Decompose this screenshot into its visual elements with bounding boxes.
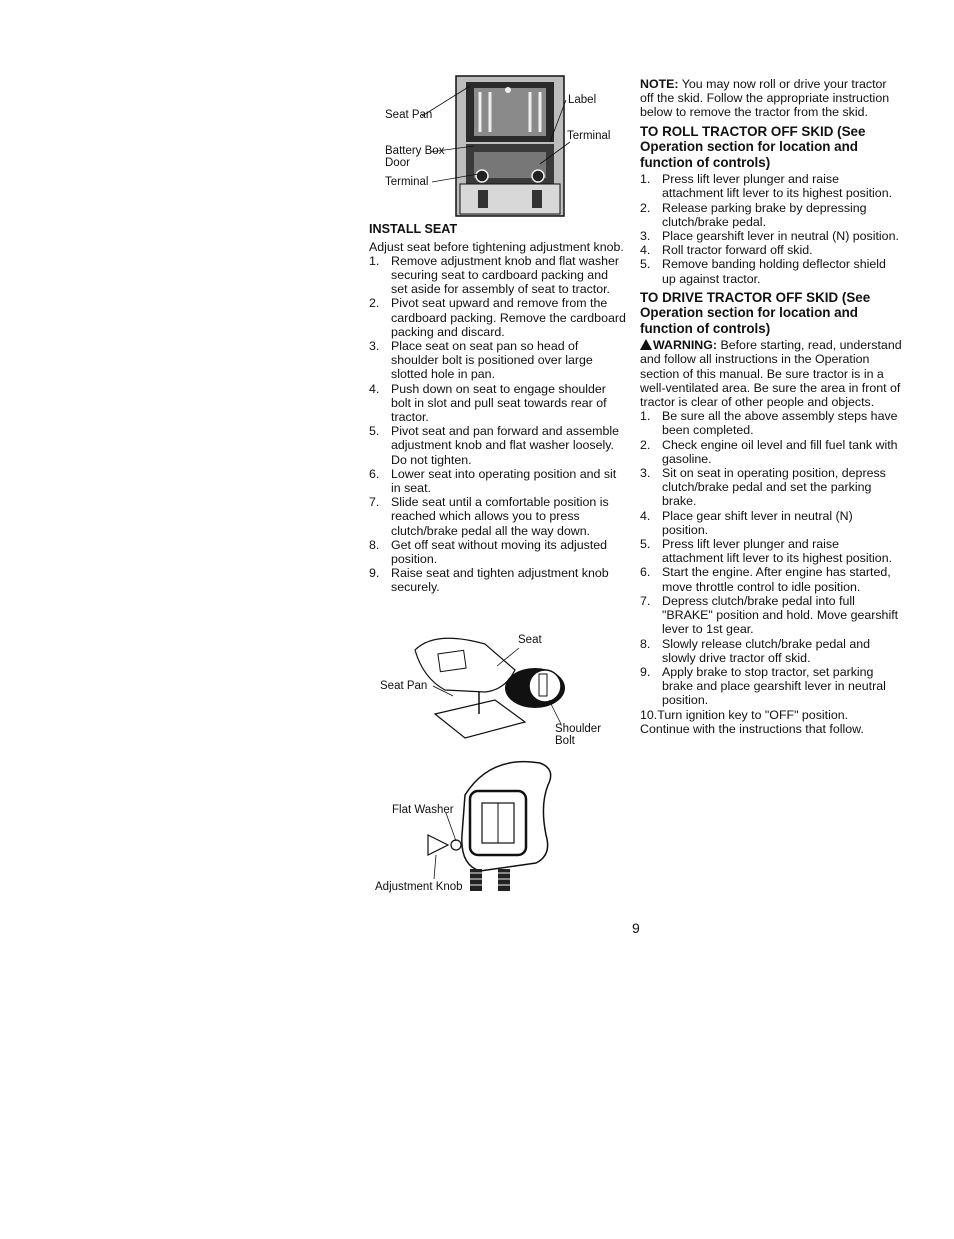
install-seat-heading: INSTALL SEAT [369, 222, 458, 236]
drive-step: 7. Depress clutch/brake pedal into full "BRAKE" position and hold. Move gearshift lever to 1st gear. [640, 593, 899, 637]
battery-box-figure [370, 72, 620, 222]
terminal-left-label: Terminal [385, 176, 429, 188]
drive-step: 5. Press lift lever plunger and raise attachment lift lever to its highest position. [640, 537, 893, 566]
drive-off-heading: TO DRIVE TRACTOR OFF SKID (See Operation section for location and function of controls) [640, 289, 871, 336]
roll-step: 3. Place gearshift lever in neutral (N) position. [640, 228, 899, 243]
install-step: 3. Place seat on seat pan so head of shoulder bolt is positioned over large slotted hole in pan. [369, 338, 593, 382]
roll-off-heading: TO ROLL TRACTOR OFF SKID (See Operation section for location and function of controls) [640, 123, 866, 170]
page-number: 9 [632, 920, 640, 936]
drive-step: 1. Be sure all the above assembly steps have been completed. [640, 409, 898, 438]
roll-step: 2. Release parking brake by depressing clutch/brake pedal. [640, 200, 867, 229]
seat-pan-label-2: Seat Pan [380, 680, 428, 692]
adjustment-knob-label: Adjustment Knob [375, 881, 463, 893]
bolt-label: Bolt [555, 735, 575, 747]
drive-step: 6. Start the engine. After engine has started, move throttle control to idle position. [640, 565, 891, 594]
install-step: 5. Pivot seat and pan forward and assemble adjustment knob and flat washer loosely. Do not tighten. [369, 424, 619, 467]
warning-paragraph: WARNING: Before starting, read, understand and follow all instructions in the Operation section of this manual. Be sure tractor is in a well-ventilated area. Be sure the area in front of tractor is clear of other people and objects. [640, 338, 902, 410]
roll-step: 5. Remove banding holding deflector shield up against tractor. [640, 257, 886, 286]
roll-off-steps [640, 172, 902, 286]
install-seat-intro: Adjust seat before tightening adjustment knob. [369, 239, 624, 254]
shoulder-label: Shoulder [555, 723, 602, 735]
drive-step: 8. Slowly release clutch/brake pedal and slowly drive tractor off skid. [640, 636, 871, 665]
label-label: Label [568, 94, 597, 106]
seat-label: Seat [518, 634, 542, 646]
roll-step: 4. Roll tractor forward off skid. [640, 243, 813, 258]
roll-step: 1. Press lift lever plunger and raise attachment lift lever to its highest position. [640, 172, 893, 201]
terminal-right-label: Terminal [567, 130, 611, 142]
install-step: 4. Push down on seat to engage shoulder bolt in slot and pull seat towards rear of tractor. [369, 381, 607, 424]
battery-box-door-label-line2: Door [385, 157, 410, 169]
note-paragraph: NOTE: You may now roll or drive your tractor off the skid. Follow the appropriate instruction below to remove the tractor from the skid. [640, 77, 890, 120]
skid-removal-section [640, 77, 902, 736]
drive-step: 4. Place gear shift lever in neutral (N) position. [640, 508, 853, 537]
drive-step: 2. Check engine oil level and fill fuel tank with gasoline. [640, 437, 898, 466]
closing-text: Continue with the instructions that follow. [640, 721, 864, 736]
battery-box-door-label-line1: Battery Box [385, 145, 445, 157]
install-step: 2. Pivot seat upward and remove from the cardboard packing. Remove the cardboard packing and discard. [369, 296, 626, 339]
seat-pan-figure [375, 630, 615, 750]
warning-icon [640, 339, 652, 350]
install-step: 9. Raise seat and tighten adjustment knob securely. [369, 566, 609, 595]
install-seat-steps [369, 254, 627, 595]
install-step: 8. Get off seat without moving its adjusted position. [369, 537, 608, 566]
install-seat-section [369, 222, 627, 595]
adjustment-knob-figure [370, 755, 570, 905]
drive-off-steps [640, 409, 902, 707]
install-step: 6. Lower seat into operating position and sit in seat. [369, 466, 617, 495]
drive-step-final: 10.Turn ignition key to "OFF" position. [640, 707, 849, 722]
drive-step: 9. Apply brake to stop tractor, set parking brake and place gearshift lever in neutral position. [640, 664, 886, 708]
install-step: 7. Slide seat until a comfortable position is reached which allows you to press clutch/brake pedal all the way down. [369, 495, 609, 538]
install-step: 1. Remove adjustment knob and flat washer securing seat to cardboard packing and set aside for assembly of seat to tractor. [369, 253, 619, 297]
seat-pan-label: Seat Pan [385, 109, 433, 121]
drive-step: 3. Sit on seat in operating position, depress clutch/brake pedal and set the parking brake. [640, 466, 886, 509]
flat-washer-label: Flat Washer [392, 804, 454, 816]
